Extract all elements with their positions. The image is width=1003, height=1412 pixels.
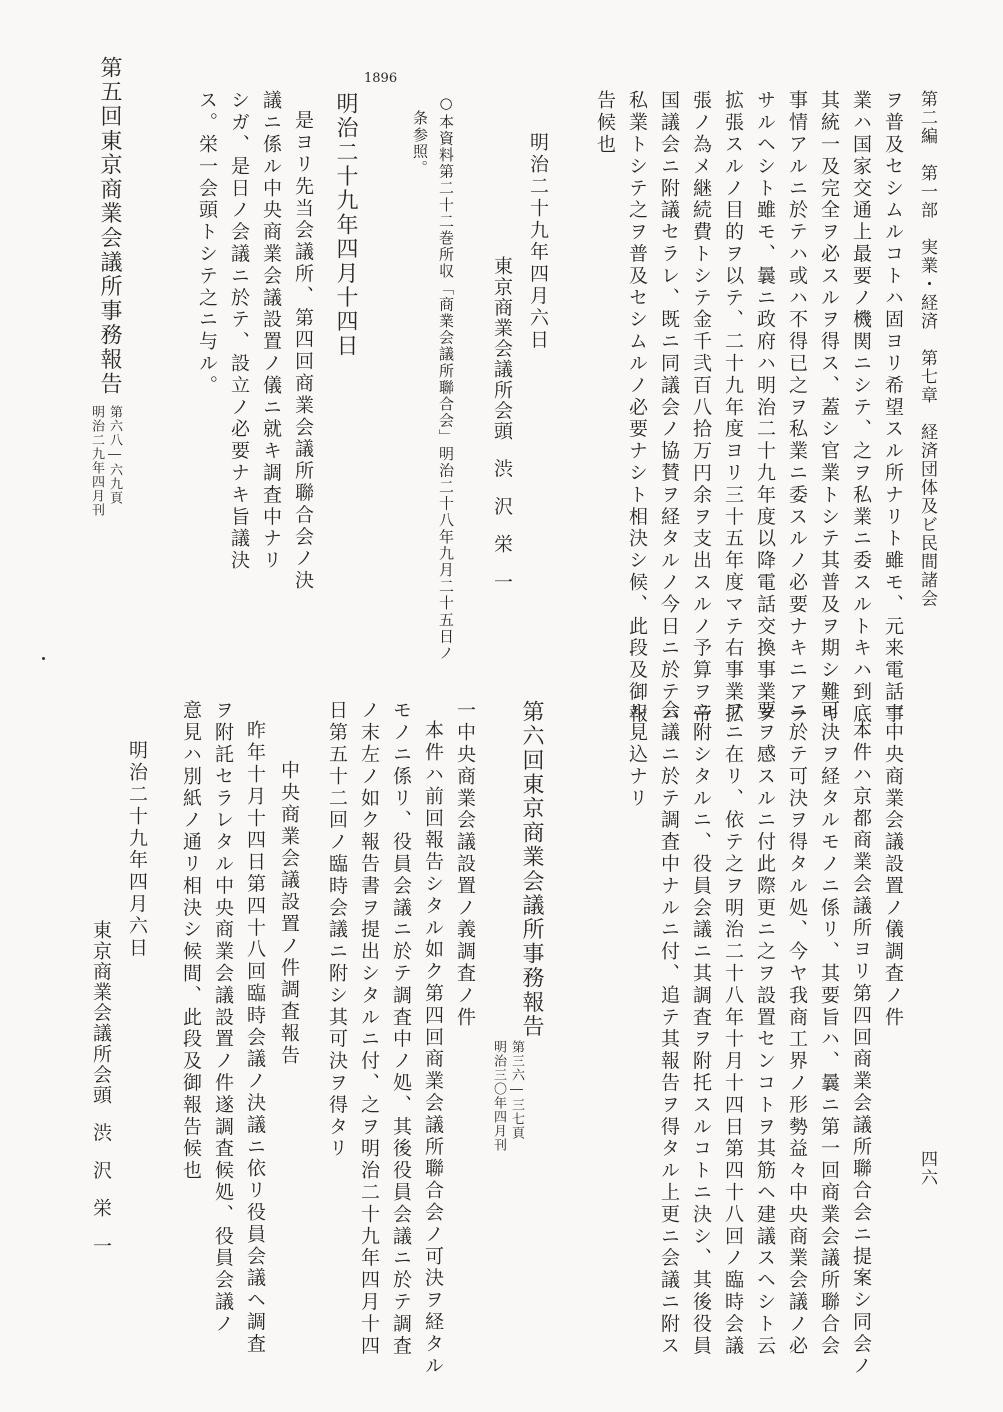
- editorial-note-cont: 条参照。: [411, 110, 429, 177]
- page-number: 四六: [917, 1150, 937, 1187]
- signatory-name-char: 沢: [90, 1160, 112, 1181]
- item-title: 一中央商業会議設置ノ義調査ノ件: [454, 700, 476, 1029]
- signatory-title: 東京商業会議所会頭: [90, 920, 112, 1106]
- item-body-line: 要ヲ感スルニ付此際更ニ之ヲ設置センコトヲ其筋ヘ建議スヘシト云: [754, 700, 776, 1357]
- running-head: 第二編 第一部 実業・経済 第七章 経済団体及ビ民間諸会: [917, 90, 937, 608]
- item-body-line: モノニ係リ、役員会議ニ於テ調査中ノ処、其後役員会議ニ於テ調査: [390, 700, 412, 1357]
- signatory-name-char: 渋: [90, 1122, 112, 1144]
- report-source: 第三六―三七頁: [509, 1040, 524, 1140]
- item-body-line: フニ在リ、依テ之ヲ明治二十八年十月十四日第四十八回ノ臨時会議: [722, 700, 744, 1357]
- continuation-line: 国議会ニ附議セラレ、既ニ同議会ノ協賛ヲ経タルノ今日ニ於テハ: [658, 90, 680, 726]
- item-body-line: 本件ハ前回報告シタル如ク第四回商業会議所聯合会ノ可決ヲ経タル: [422, 720, 444, 1377]
- report-source: 第六八―六九頁: [107, 405, 122, 505]
- letter-date: 明治二十九年四月六日: [126, 740, 148, 959]
- entry-date: 明治二十九年四月十四日: [333, 92, 358, 359]
- item-body-line: ニ於テ可決ヲ得タル処、今ヤ我商工界ノ形勢益々中央商業会議ノ必: [786, 700, 808, 1357]
- continuation-line: 張ノ為メ継続費トシテ金千弐百八拾万円余ヲ支出スルノ予算ヲ帝: [690, 90, 712, 726]
- report-source: 明治二九年四月刊: [89, 405, 104, 517]
- report-source: 明治三〇年四月刊: [491, 1040, 506, 1152]
- signatory-name-char: 栄: [491, 533, 513, 555]
- item-body-line: 日第五十二回ノ臨時会議ニ附シ其可決ヲ得タリ: [326, 700, 348, 1160]
- continuation-line: 告候也: [594, 90, 616, 156]
- entry-body-line: 議ニ係ル中央商業会議設置ノ儀ニ就キ調査中ナリ: [260, 90, 282, 572]
- signatory-name-char: 沢: [491, 496, 513, 517]
- signatory-name-char: 一: [491, 571, 513, 593]
- entry-body-line: 是ヨリ先当会議所、第四回商業会議所聯合会ノ決: [292, 110, 314, 592]
- subreport-title: 中央商業会議設置ノ件調査報告: [278, 760, 300, 1067]
- letter-date: 明治二十九年四月六日: [527, 132, 549, 351]
- signatory-name-char: 一: [90, 1235, 112, 1257]
- stray-mark: [42, 657, 45, 660]
- continuation-line: 事情アルニ於テハ或ハ不得已之ヲ私業ニ委スルノ必要ナキニアラ: [786, 90, 808, 726]
- report-title: 第六回東京商業会議所事務報告: [519, 700, 544, 1039]
- item-title: 一中央商業会議設置ノ儀調査ノ件: [882, 700, 904, 1029]
- item-body-line: 会議ニ於テ調査中ナルニ付、追テ其報告ヲ得タル上更ニ会議ニ附ス: [658, 700, 680, 1357]
- entry-body-line: シガ、是日ノ会議ニ於テ、設立ノ必要ナキ旨議決: [228, 90, 250, 572]
- entry-body-line: ス。栄一会頭トシテ之ニ与ル。: [196, 90, 218, 397]
- signatory-title: 東京商業会議所会頭: [491, 256, 513, 442]
- subreport-body-line: ヲ附託セラレタル中央商業会議設置ノ件遂調査候処、役員会議ノ: [212, 700, 234, 1336]
- western-year: 1896: [364, 71, 398, 86]
- item-body-line: ノ末左ノ如ク報告書ヲ提出シタルニ付、之ヲ明治二十九年四月十四: [358, 700, 380, 1357]
- item-body-line: ニ附シタルニ、役員会議ニ其調査ヲ附托スルコトニ決シ、其後役員: [690, 700, 712, 1357]
- continuation-line: 拡張スルノ目的ヲ以テ、二十九年度ヨリ三十五年度マテ右事業拡: [722, 90, 744, 726]
- item-body-line: ル見込ナリ: [626, 700, 648, 810]
- continuation-line: サルヘシト雖モ、曩ニ政府ハ明治二十九年度以降電話交換事業ヲ: [754, 90, 776, 726]
- continuation-line: 其統一及完全ヲ必スルヲ得ス、蓋シ官業トシテ其普及ヲ期シ難キ: [818, 90, 840, 726]
- continuation-line: ヲ普及セシムルコトハ固ヨリ希望スル所ナリト雖モ、元来電話事: [882, 90, 904, 726]
- item-body-line: 可決ヲ経タルモノニ係リ、其要旨ハ、曩ニ第一回商業会議所聯合会: [818, 700, 840, 1357]
- signatory-name-char: 渋: [491, 458, 513, 480]
- signature-block: [91, 920, 110, 1256]
- continuation-line: 私業トシテ之ヲ普及セシムルノ必要ナシト相決シ候、此段及御報: [626, 90, 648, 726]
- signatory-name-char: 栄: [90, 1197, 112, 1219]
- continuation-line: 業ハ国家交通上最要ノ機関ニシテ、之ヲ私業ニ委スルトキハ到底: [850, 90, 872, 726]
- report-title: 第五回東京商業会議所事務報告: [97, 56, 122, 397]
- editorial-note: ○本資料第二十二巻所収「商業会議所聯合会」明治二十八年九月二十五日ノ: [437, 94, 455, 662]
- subreport-body-line: 昨年十月十四日第四十八回臨時会議ノ決議ニ依リ役員会議ヘ調査: [244, 720, 266, 1356]
- item-body-line: 本件ハ京都商業会議所ヨリ第四回商業会議所聯合会ニ提案シ同会ノ: [850, 720, 872, 1377]
- signature-block: [492, 256, 511, 592]
- subreport-body-line: 意見ハ別紙ノ通リ相決シ候間、此段及御報告候也: [180, 700, 202, 1182]
